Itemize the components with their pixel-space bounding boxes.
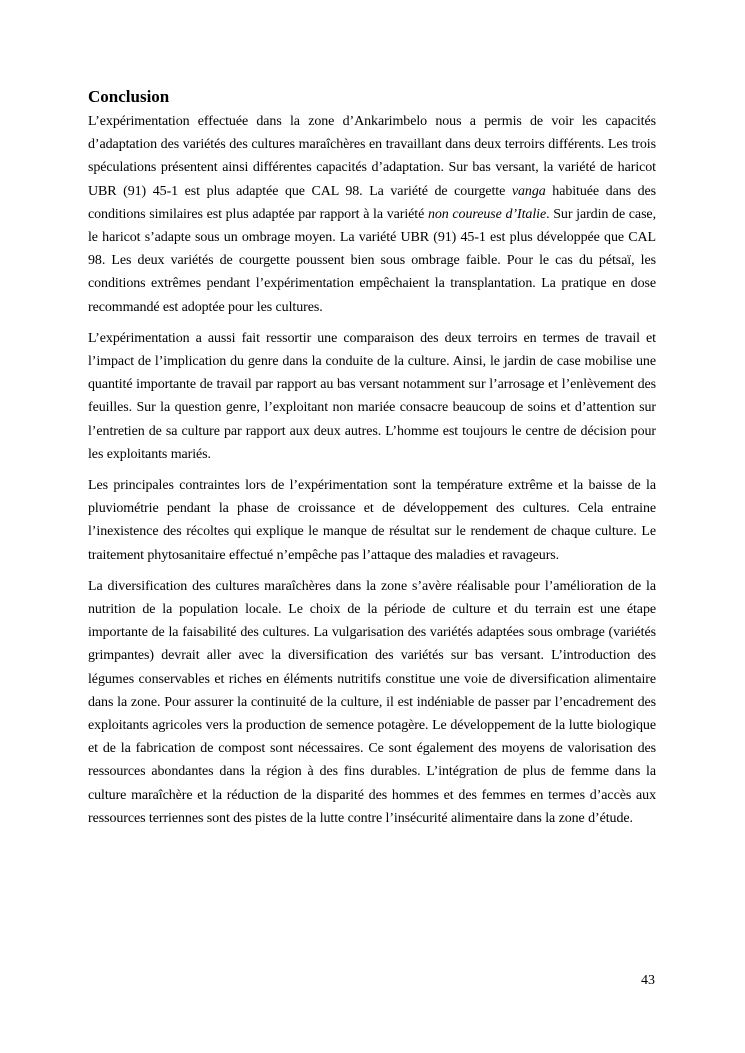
paragraph-3	[88, 474, 656, 567]
paragraph-3-text: Les principales contraintes lors de l’expérimentation sont la température extrême et la baisse de la pluviométrie pendant la phase de croissance et de développement des cultures. Cela entraine l’inexistence des récoltes qui explique le manque de résultat sur le rendement de chaque culture. Le traitement phytosanitaire effectué n’empêche pas l’attaque des maladies et ravageurs.	[88, 478, 656, 563]
variety-name-non-coureuse: non coureuse d’Italie	[427, 206, 547, 222]
paragraph-2	[88, 327, 656, 466]
paragraph-1-text-2: habituée dans des conditions similaires est plus adaptée par rapport à la variété	[88, 183, 657, 222]
paragraph-4-text: La diversification des cultures maraîchères dans la zone s’avère réalisable pour l’amélioration de la nutrition de la population locale. Le choix de la période de culture et du terrain est une étape importante de la faisabilité des cultures. La vulgarisation des variétés adaptées sous ombrage (variétés grimpantes) devrait aller avec la diversification des variétés sur bas versant. L’introduction des légumes conservables et riches en éléments nutritifs constitue une voie de diversification alimentaire dans la zone. Pour assurer la continuité de la culture, il est indéniable de passer par l’encadrement des exploitants agricoles vers la production de semence potagère. Le développement de la lutte biologique et de la fabrication de compost sont nécessaires. Ce sont également des moyens de valorisation des ressources abondantes dans la région à des fins durables. L’intégration de plus de femme dans la culture maraîchère et la réduction de la disparité des hommes et des femmes en termes d’accès aux ressources terriennes sont des pistes de la lutte contre l’insécurité alimentaire dans la zone d’étude.	[88, 578, 656, 826]
page-number: 43	[641, 973, 655, 988]
paragraph-2-text: L’expérimentation a aussi fait ressortir une comparaison des deux terroirs en termes de travail et l’impact de l’implication du genre dans la conduite de la culture. Ainsi, le jardin de case mobilise une quantité importante de travail par rapport au bas versant notamment sur l’arrosage et l’enlèvement des feuilles. Sur la question genre, l’exploitant non mariée consacre beaucoup de soins et d’attention sur l’entretien de sa culture par rapport aux deux autres. L’homme est toujours le centre de décision pour les exploitants mariés.	[88, 330, 656, 462]
paragraph-4	[88, 575, 656, 830]
section-heading: Conclusion	[88, 87, 170, 106]
paragraph-1-text-3: . Sur jardin de case, le haricot s’adapte sous un ombrage moyen. La variété UBR (91) 45-1 est plus développée que CAL 98. Les deux variétés de courgette poussent bien sous ombrage faible. Pour le cas du pétsaï, les conditions extrêmes pendant l’expérimentation empêchaient la transplantation. La pratique en dose recommandé est adoptée pour les cultures.	[88, 206, 656, 315]
paragraph-1	[88, 110, 656, 319]
document-page	[88, 86, 656, 838]
paragraph-1-text-1: L’expérimentation effectuée dans la zone d’Ankarimbelo nous a permis de voir les capacités d’adaptation des variétés des cultures maraîchères en travaillant dans deux terroirs différents. Les trois spéculations présentent ainsi différentes capacités d’adaptation. Sur bas versant, la variété de haricot UBR (91) 45-1 est plus adaptée que CAL 98. La variété de courgette	[88, 114, 656, 199]
variety-name-vanga: vanga	[511, 183, 546, 199]
